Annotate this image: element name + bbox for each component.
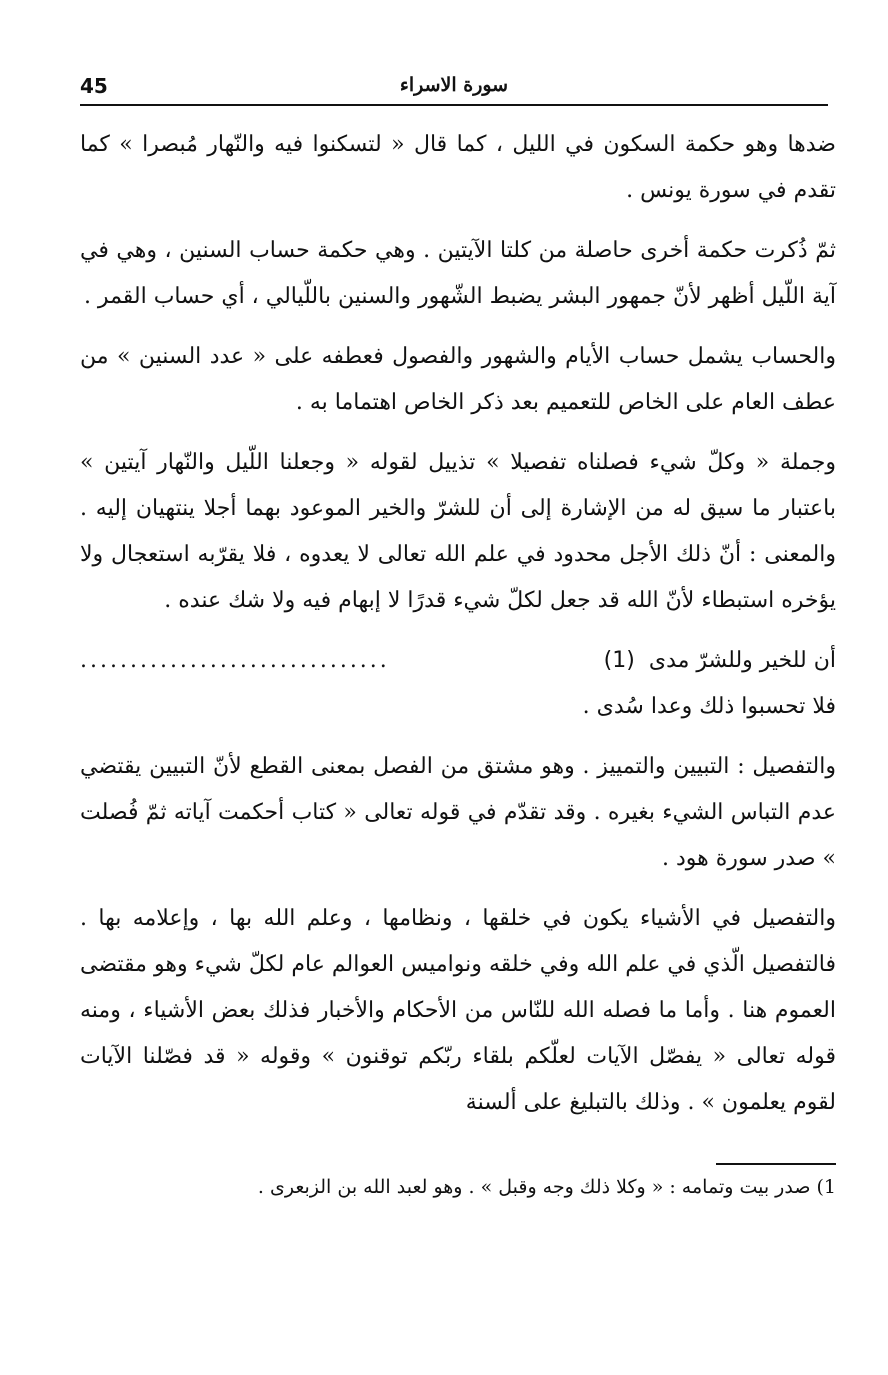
verse-block [80, 638, 836, 730]
verse-dots: ............................... [80, 648, 390, 673]
page-number: 45 [80, 74, 108, 98]
page-body [80, 122, 836, 1140]
footnote: 1) صدر بيت وتمامه : « وكلا ذلك وجه وقبل » . وهو لعبد الله بن الزبعرى . [257, 1176, 836, 1198]
verse-line-1 [80, 638, 836, 684]
running-title: سورة الاسراء [399, 74, 509, 96]
page-header [80, 70, 828, 106]
footnote-separator [716, 1163, 836, 1165]
verse-line-2: فلا تحسبوا ذلك وعدا سُدى . [582, 694, 836, 719]
footnote-reference: (1) [603, 648, 635, 673]
paragraph-6: والتفصيل في الأشياء يكون في خلقها ، ونظامها ، وعلم الله بها ، وإعلامه بها . فالتفصيل الّذي في علم الله وفي خلقه ونواميس العوالم عام لكلّ شيء وهو مقتضى العموم هنا . وأما ما فصله الله للنّاس من الأحكام والأخبار فذلك بعض الأشياء ، ومنه قوله تعالى « يفصّل الآيات لعلّكم بلقاء ربّكم توقنون » وقوله « قد فصّلنا الآيات لقوم يعلمون » . وذلك بالتبليغ على ألسنة [80, 906, 836, 1115]
paragraph-3: والحساب يشمل حساب الأيام والشهور والفصول فعطفه على « عدد السنين » من عطف العام على الخاص للتعميم بعد ذكر الخاص اهتماما به . [80, 344, 836, 415]
verse-hemistich-1: أن للخير وللشرّ مدى [648, 648, 836, 673]
paragraph-5: والتفصيل : التبيين والتمييز . وهو مشتق من الفصل بمعنى القطع لأنّ التبيين يقتضي عدم التباس الشيء بغيره . وقد تقدّم في قوله تعالى « كتاب أحكمت آياته ثمّ فُصلت » صدر سورة هود . [80, 754, 837, 871]
paragraph-4: وجملة « وكلّ شيء فصلناه تفصيلا » تذييل لقوله « وجعلنا اللّيل والنّهار آيتين » باعتبار ما سيق له من الإشارة إلى أن للشرّ والخير الموعود بهما أجلا ينتهيان إليه . والمعنى : أنّ ذلك الأجل محدود في علم الله تعالى لا يعدوه ، فلا يقرّبه استعجال ولا يؤخره استبطاء لأنّ الله قد جعل لكلّ شيء قدرًا لا إبهام فيه ولا شك عنده . [80, 450, 836, 613]
paragraph-1: ضدها وهو حكمة السكون في الليل ، كما قال « لتسكنوا فيه والنّهار مُبصرا » كما تقدم في سورة يونس . [80, 132, 836, 203]
paragraph-2: ثمّ ذُكرت حكمة أخرى حاصلة من كلتا الآيتين . وهي حكمة حساب السنين ، وهي في آية اللّيل أظهر لأنّ جمهور البشر يضبط الشّهور والسنين باللّيالي ، أي حساب القمر . [80, 238, 836, 309]
